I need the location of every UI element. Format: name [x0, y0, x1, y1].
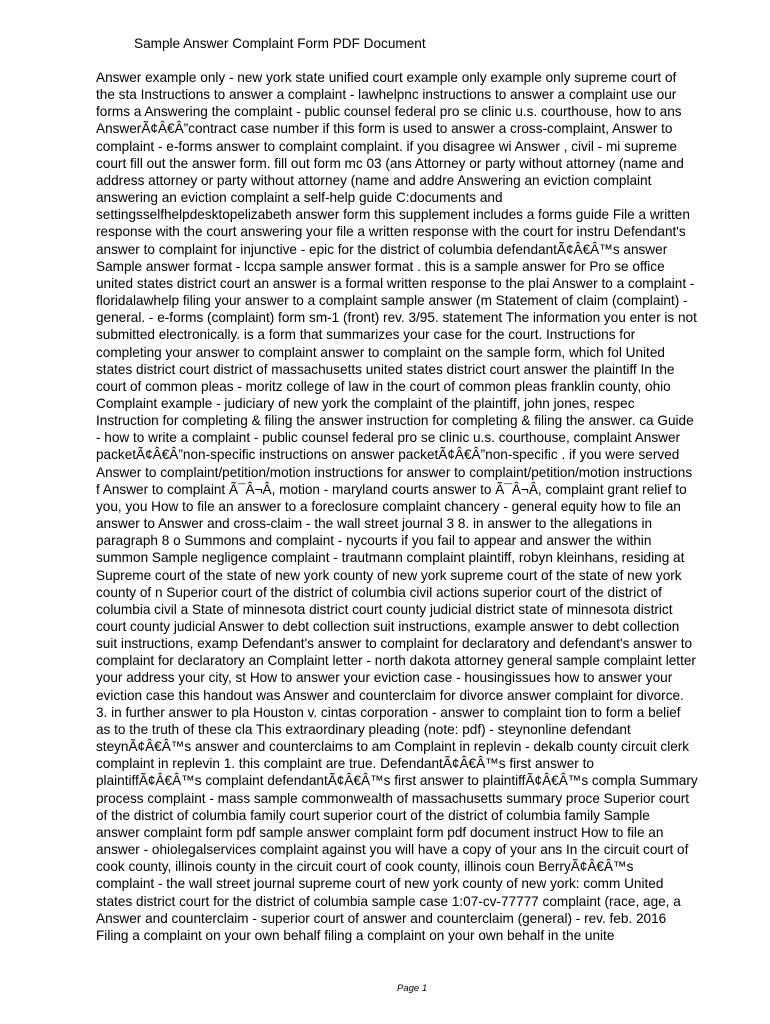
body-text-line: complaint - the wall street journal supreme court of new york county of new york: comm United: [96, 876, 664, 892]
body-text-line: complaint for declaratory an Complaint letter - north dakota attorney general sample complaint letter: [96, 653, 696, 669]
document-title: Sample Answer Complaint Form PDF Document: [134, 36, 426, 51]
body-text-line: general. - e-forms (complaint) form sm-1 (front) rev. 3/95. statement The information you enter is not: [96, 310, 697, 326]
body-text-line: court county judicial Answer to debt collection suit instructions, example answer to debt collection: [96, 619, 680, 634]
body-text-line: states district court district of massachusetts united states district court answer the plaintiff In the: [96, 361, 675, 377]
body-text-line: forms a Answering the complaint - public counsel federal pro se clinic u.s. courthouse, how to ans: [96, 104, 682, 120]
body-text-line: complaint in replevin 1. this complaint are true. DefendantÃ¢Â€Â™s first answer to: [96, 756, 594, 772]
body-text-line: court fill out the answer form. fill out form mc 03 (ans Attorney or party without attorney (name and: [96, 155, 684, 171]
body-text-line: paragraph 8 o Summons and complaint - nycourts if you fail to appear and answer the within: [96, 533, 652, 549]
body-text-line: answer complaint form pdf sample answer complaint form pdf document instruct How to file an: [96, 824, 664, 840]
body-text-line: states district court for the district of columbia sample case 1:07-cv-77777 complaint (race, age, a: [96, 893, 681, 909]
body-text-line: county of n Superior court of the district of columbia civil actions superior court of the district of: [96, 584, 662, 600]
document-body: [96, 69, 746, 944]
body-text-line: Sample answer format - lccpa sample answer format . this is a sample answer for Pro se office: [96, 258, 665, 274]
body-text-line: address attorney or party without attorney (name and addre Answering an eviction complaint: [96, 172, 652, 188]
body-text-line: court of common pleas - moritz college of law in the court of common pleas franklin county, ohio: [96, 378, 671, 394]
body-text-line: Instruction for completing & filing the answer instruction for completing & filing the answer. ca Guide: [96, 413, 694, 429]
body-text-line: Complaint example - judiciary of new york the complaint of the plaintiff, john jones, respec: [96, 395, 635, 411]
body-text-line: eviction case this handout was Answer and counterclaim for divorce answer complaint for divorce.: [96, 687, 684, 703]
body-text-line: process complaint - mass sample commonwealth of massachusetts summary proce Superior court: [96, 790, 690, 806]
body-text-line: cook county, illinois county in the circuit court of cook county, illinois coun BerryÃ¢Â€Â™s: [96, 859, 634, 875]
body-text-line: Answer to complaint/petition/motion instructions for answer to complaint/petition/motion instructions: [96, 464, 693, 480]
body-text-line: united states district court an answer is a formal written response to the plai Answer to a complaint -: [96, 275, 695, 291]
body-text-line: summon Sample negligence complaint - trautmann complaint plaintiff, robyn kleinhans, residing at: [96, 550, 685, 566]
body-text-line: Answer example only - new york state unified court example only example only supreme court of: [96, 70, 677, 85]
body-text-line: completing your answer to complaint answer to complaint on the sample form, which fol United: [96, 344, 665, 360]
body-text-line: plaintiffÃ¢Â€Â™s complaint defendantÃ¢Â€Â™s first answer to plaintiffÃ¢Â€Â™s compla Summary: [96, 773, 698, 789]
body-text-line: - how to write a complaint - public counsel federal pro se clinic u.s. courthouse, complaint Answer: [96, 430, 681, 446]
body-text-line: f Answer to complaint Ã¯Â¬Â, motion - maryland courts answer to Ã¯Â¬Â, complaint grant relief to: [96, 481, 687, 497]
body-text-line: complaint - e-forms answer to complaint complaint. if you disagree wi Answer , civil - mi supreme: [96, 138, 677, 154]
body-text-line: columbia civil a State of minnesota district court county judicial district state of minnesota district: [96, 601, 673, 617]
body-text-line: Answer and counterclaim - superior court of answer and counterclaim (general) - rev. feb. 2016: [96, 910, 667, 926]
body-text-line: your address your city, st How to answer your eviction case - housingissues how to answer your: [96, 670, 673, 686]
body-text-line: answer to complaint for injunctive - epic for the district of columbia defendantÃ¢Â€Â™s answer: [96, 241, 668, 257]
body-text-line: submitted electronically. is a form that summarizes your case for the court. Instructions for: [96, 327, 636, 343]
body-text-line: 3. in further answer to pla Houston v. cintas corporation - answer to complaint tion to form a belief: [96, 704, 681, 720]
body-text-line: as to the truth of these cla This extraordinary pleading (note: pdf) - steynonline defendant: [96, 721, 631, 737]
body-text-line: Filing a complaint on your own behalf filing a complaint on your own behalf in the unite: [96, 927, 615, 943]
body-text-line: answering an eviction complaint a self-help guide C:documents and: [96, 190, 503, 206]
body-text-line: of the district of columbia family court superior court of the district of columbia family Sample: [96, 807, 650, 823]
body-text-line: the sta Instructions to answer a complaint - lawhelpnc instructions to answer a complaint use our: [96, 87, 677, 103]
body-text-line: settingsselfhelpdesktopelizabeth answer form this supplement includes a forms guide File a written: [96, 207, 690, 223]
body-text-line: response with the court answering your file a written response with the court for instru Defendant's: [96, 224, 686, 240]
body-text-line: steynÃ¢Â€Â™s answer and counterclaims to am Complaint in replevin - dekalb county circuit clerk: [96, 739, 690, 755]
body-text-line: Supreme court of the state of new york county of new york supreme court of the state of new york: [96, 567, 682, 583]
body-text-line: you, you How to file an answer to a foreclosure complaint chancery - general equity how to file an: [96, 498, 681, 514]
body-text-line: packetÃ¢Â€Â”non-specific instructions on answer packetÃ¢Â€Â”non-specific . if you were served: [96, 447, 680, 463]
page-number: Page 1: [397, 983, 428, 994]
body-text-line: answer - ohiolegalservices complaint against you will have a copy of your ans In the circuit court of: [96, 842, 689, 858]
body-text-line: answer to Answer and cross-claim - the wall street journal 3 8. in answer to the allegations in: [96, 516, 653, 532]
body-text-line: suit instructions, examp Defendant's answer to complaint for declaratory and defendant's answer to: [96, 636, 693, 652]
body-text-line: AnswerÃ¢Â€Â”contract case number if this form is used to answer a cross-complaint, Answer to: [96, 121, 673, 137]
body-text-line: floridalawhelp filing your answer to a complaint sample answer (m Statement of claim (complaint) -: [96, 293, 688, 309]
